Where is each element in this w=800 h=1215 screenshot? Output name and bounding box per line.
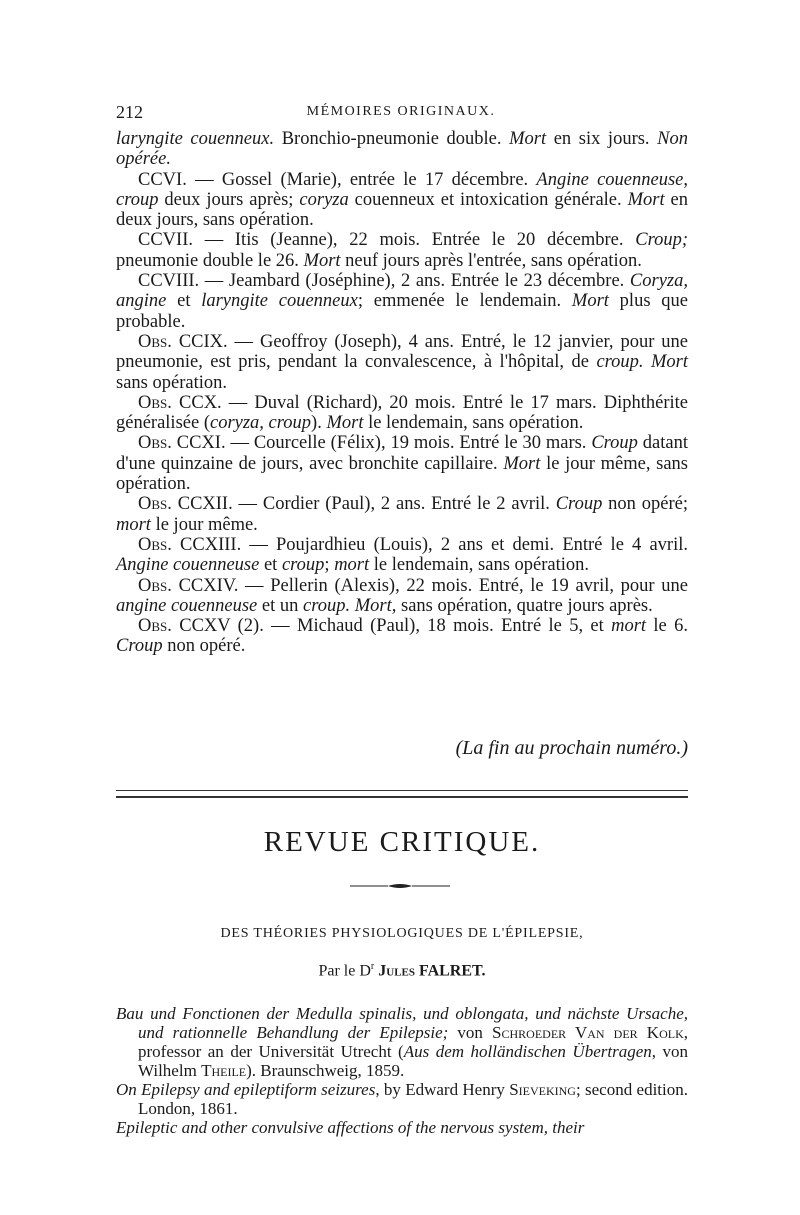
italic-run: mort (334, 555, 370, 576)
text-run: , professor an der Universität Utrecht ( (138, 1023, 688, 1061)
obs-prefix: Obs. (138, 534, 172, 555)
text-run: en deux jours, sans opération. (116, 189, 688, 231)
text-run: et un (257, 595, 304, 616)
obs-prefix: Obs. (138, 392, 172, 413)
italic-run: Croup (116, 636, 163, 657)
bibliography-entry (116, 1118, 688, 1137)
text-run: et (259, 555, 282, 576)
italic-run: Mort (354, 595, 392, 616)
smallcaps-run: Theile (201, 1061, 247, 1080)
obs-prefix: Obs. (138, 575, 172, 596)
page-number: 212 (116, 102, 143, 122)
italic-run: Angine couenneuse (116, 555, 260, 576)
case-paragraph (116, 393, 688, 434)
obs-prefix: Obs. (138, 616, 172, 637)
text-run: Bronchio-pneumonie double. (274, 129, 510, 149)
case-paragraph (116, 271, 688, 332)
italic-run: laryngite couenneux (201, 291, 358, 312)
italic-run: angine couenneuse (116, 595, 258, 616)
text-run: , von Wilhelm (138, 1042, 688, 1080)
text-run: le lendemain, sans opération. (369, 555, 590, 576)
text-run: en six jours. (546, 129, 658, 149)
italic-run: mort (116, 514, 151, 535)
smallcaps-run: Schroeder Van der Kolk (492, 1023, 684, 1042)
section-title: REVUE CRITIQUE. (263, 826, 541, 858)
text-run: CCIX. — Geoffroy (Joseph), 4 ans. Entré, le 12 janvier, pour une pneumonie, est pris, pendant la convalescence, à l'hôpital, de (116, 331, 688, 373)
author-name: Jules FALRET. (378, 962, 486, 980)
section-rule-thin (116, 790, 688, 791)
case-list (116, 129, 688, 657)
italic-run: croup. (303, 595, 351, 616)
ornament-divider (350, 883, 450, 889)
italic-run: Mort (303, 250, 341, 271)
text-run: , sans opération, quatre jours après. (391, 595, 653, 616)
text-run: CCXI. — Courcelle (Félix), 19 mois. Entré le 30 mars. (171, 433, 592, 454)
italic-run: Epileptic and other convulsive affections of the nervous system, their (116, 1118, 585, 1137)
text-run: le 6. (646, 616, 688, 637)
case-paragraph (116, 170, 688, 231)
case-paragraph (116, 332, 688, 393)
text-run: CCVI. — Gossel (Marie), entrée le 17 décembre. (138, 169, 537, 190)
section-rule-thick (116, 796, 688, 798)
text-run: et (166, 291, 202, 312)
case-paragraph (116, 230, 688, 271)
italic-run: Mort (503, 453, 541, 474)
italic-run: Bau und Fonctionen der Medulla spinalis, und oblongata, und nächste Ursache, und rationnelle Behandlung der Epilepsie; (116, 1004, 688, 1042)
text-run: non opéré. (162, 636, 246, 657)
text-run: CCXV (2). — Michaud (Paul), 18 mois. Entré le 5, et (171, 616, 612, 637)
italic-run: Mort (627, 189, 665, 210)
text-run: CCVII. — Itis (Jeanne), 22 mois. Entrée le 20 décembre. (138, 230, 636, 251)
italic-run: Mort (651, 352, 689, 373)
text-run: CCXIII. — Poujardhieu (Louis), 2 ans et demi. Entré le 4 avril. (171, 534, 688, 555)
text-run: non opéré; (602, 494, 688, 515)
bibliography-entry (116, 1004, 688, 1080)
italic-run: croup. (596, 352, 644, 373)
text-run: couenneux et intoxication générale. (348, 189, 628, 210)
text-run: ). Braunschweig, 1859. (246, 1061, 405, 1080)
obs-prefix: Obs. (138, 433, 172, 454)
text-run: CCXIV. — Pellerin (Alexis), 22 mois. Entré, le 19 avril, pour une (171, 575, 688, 596)
text-run: ; second edition. London, 1861. (138, 1080, 688, 1118)
text-run: deux jours après; (158, 189, 300, 210)
italic-run: Aus dem holländischen Übertragen (403, 1042, 652, 1061)
italic-run: Mort (509, 129, 547, 149)
italic-run: On Epilepsy and epileptiform seizures (116, 1080, 376, 1099)
text-run: CCXII. — Cordier (Paul), 2 ans. Entré le 2 avril. (171, 494, 556, 515)
italic-run: Angine couenneuse (536, 169, 684, 190)
bibliography (116, 1004, 688, 1137)
case-paragraph (116, 535, 688, 576)
text-run: , (683, 169, 688, 190)
continued-note: (La fin au prochain numéro.) (455, 737, 688, 759)
obs-prefix: Obs. (138, 494, 172, 515)
italic-run: mort (611, 616, 647, 637)
article-title: DES THÉORIES PHYSIOLOGIQUES DE L'ÉPILEPSIE, (220, 926, 584, 941)
case-paragraph (116, 494, 688, 535)
smallcaps-run: Sieveking (509, 1080, 576, 1099)
italic-run: Croup (555, 494, 603, 515)
text-run: le lendemain, sans opération. (363, 413, 584, 434)
italic-run: croup (116, 189, 159, 210)
italic-run: croup (281, 555, 325, 576)
italic-run: laryngite couenneux. (116, 129, 275, 149)
text-run: CCVIII. — Jeambard (Joséphine), 2 ans. Entrée le 23 décembre. (138, 271, 630, 292)
case-paragraph (116, 616, 688, 657)
case-paragraph (116, 433, 688, 494)
case-paragraph (116, 576, 688, 617)
italic-run: coryza (299, 189, 349, 210)
text-run: le jour même. (150, 514, 258, 535)
italic-run: Non opérée. (116, 129, 688, 170)
text-run: neuf jours après l'entrée, sans opération. (340, 250, 642, 271)
italic-run: coryza, croup (209, 413, 312, 434)
text-run: datant d'une quinzaine de jours, avec bronchite capillaire. (116, 433, 688, 474)
bibliography-entry (116, 1080, 688, 1118)
byline-prefix: Par le D (318, 962, 371, 980)
byline (116, 961, 688, 980)
text-run: ). (311, 413, 327, 434)
italic-run: Mort (571, 291, 609, 312)
italic-run: Croup; (635, 230, 688, 251)
text-run: sans opération. (116, 372, 227, 393)
running-head: MÉMOIRES ORIGINAUX. (306, 104, 496, 119)
italic-run: Coryza, angine (116, 271, 688, 312)
obs-prefix: Obs. (138, 331, 172, 352)
text-run: plus que probable. (116, 291, 688, 332)
text-run: pneumonie double le 26. (116, 250, 304, 271)
byline-sup: r (370, 961, 375, 972)
italic-run: Croup (591, 433, 638, 454)
text-run: ; emmenée le lendemain. (357, 291, 572, 312)
text-run: , by Edward Henry (375, 1080, 510, 1099)
case-paragraph (116, 129, 688, 170)
text-run: ; (324, 555, 335, 576)
italic-run: Mort (326, 413, 364, 434)
page-header (116, 102, 686, 124)
text-run (644, 352, 651, 372)
text-run: le jour même, sans opération. (116, 453, 689, 495)
text-run: CCX. — Duval (Richard), 20 mois. Entré le 17 mars. Diphthérite généralisée ( (116, 392, 688, 434)
text-run: von (448, 1023, 493, 1042)
